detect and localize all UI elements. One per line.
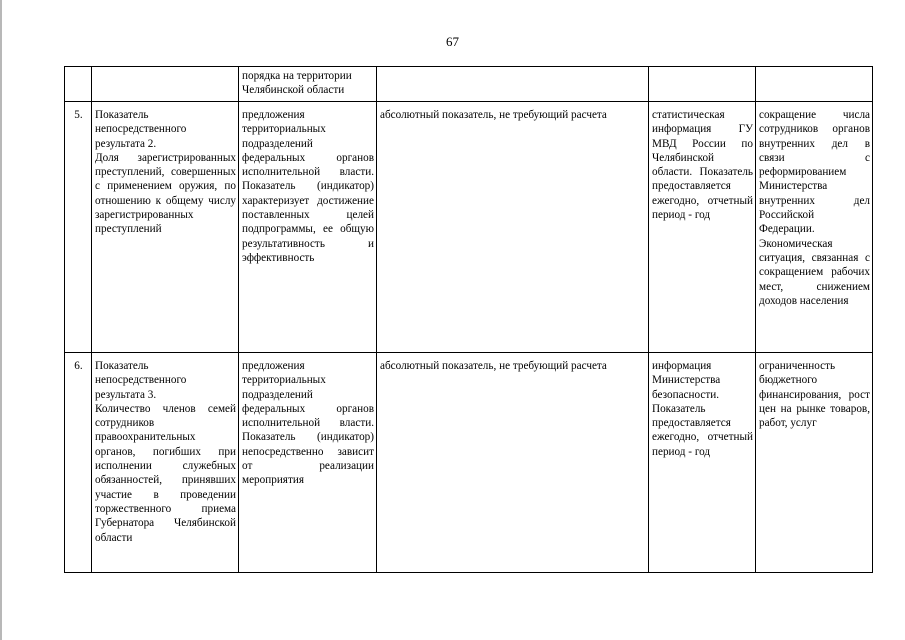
indicator-cell: Показатель непосредственного результата 2. Доля зарегистрированных преступлений, совершенных с применением оружия, по отношению к общему числу зарегистрированных преступлений bbox=[92, 102, 239, 353]
methodology-cell: предложения территориальных подразделений федеральных органов исполнительной власти. Показатель (индикатор) непосредственно зависит от реализации мероприятия bbox=[239, 353, 377, 573]
source-cell bbox=[649, 67, 756, 102]
calculation-cell: абсолютный показатель, не требующий расчета bbox=[377, 102, 649, 353]
indicators-table bbox=[64, 66, 873, 573]
scan-edge bbox=[0, 0, 2, 640]
indicator-cell: Показатель непосредственного результата 3. Количество членов семей сотрудников правоохранительных органов, погибших при исполнении служебных обязанностей, принявших участие в проведении торжественного приема Губернатора Челябинской области bbox=[92, 353, 239, 573]
indicator-cell bbox=[92, 67, 239, 102]
source-cell: информация Министерства безопасности. Показатель предоставляется ежегодно, отчетный период - год bbox=[649, 353, 756, 573]
table-row bbox=[65, 353, 873, 573]
table-row bbox=[65, 102, 873, 353]
source-cell: статистическая информация ГУ МВД России по Челябинской области. Показатель предоставляется ежегодно, отчетный период - год bbox=[649, 102, 756, 353]
methodology-cell: предложения территориальных подразделений федеральных органов исполнительной власти. Показатель (индикатор) характеризует достижение поставленных целей подпрограммы, ее общую результативность и эффективность bbox=[239, 102, 377, 353]
factors-cell bbox=[756, 67, 873, 102]
row-number-cell: 6. bbox=[65, 353, 92, 573]
calculation-cell bbox=[377, 67, 649, 102]
factors-cell: ограниченность бюджетного финансирования, рост цен на рынке товаров, работ, услуг bbox=[756, 353, 873, 573]
table-row bbox=[65, 67, 873, 102]
row-number-cell bbox=[65, 67, 92, 102]
methodology-cell: порядка на территории Челябинской области bbox=[239, 67, 377, 102]
page-number: 67 bbox=[446, 34, 459, 49]
row-number-cell: 5. bbox=[65, 102, 92, 353]
factors-cell: сокращение числа сотрудников органов внутренних дел в связи с реформированием Министерства внутренних дел Российской Федерации. Экономическая ситуация, связанная с сокращением рабочих мест, снижением доходов населения bbox=[756, 102, 873, 353]
calculation-cell: абсолютный показатель, не требующий расчета bbox=[377, 353, 649, 573]
